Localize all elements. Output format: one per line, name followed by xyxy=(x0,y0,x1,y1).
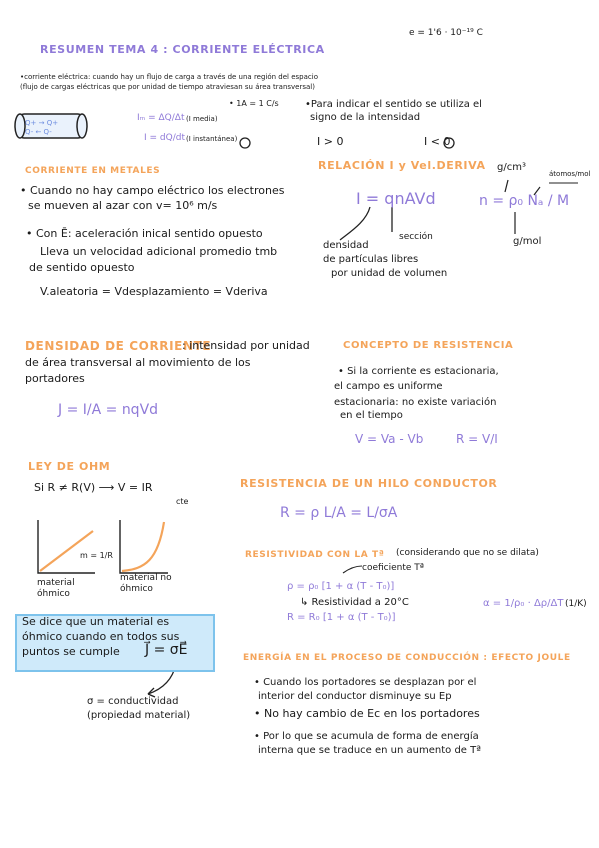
charge-constant: e = 1'6 · 10⁻¹⁹ C xyxy=(409,28,483,38)
ohm-graph1-label: material óhmico xyxy=(37,578,75,599)
page-title: RESUMEN TEMA 4 : CORRIENTE ELÉCTRICA xyxy=(40,43,325,56)
box-line-3: puntos se cumple xyxy=(22,645,120,658)
heading-ohm: LEY DE OHM xyxy=(28,460,111,473)
metales-b2-line3: de sentido opuesto xyxy=(29,261,135,274)
resistencia-line-2: el campo es uniforme xyxy=(334,381,443,392)
resistividad-coef: coeficiente Tª xyxy=(362,563,425,573)
relacion-seccion: sección xyxy=(399,232,433,242)
heading-energia: ENERGÍA EN EL PROCESO DE CONDUCCIÓN : EFECTO JOULE xyxy=(243,653,571,663)
relacion-n-formula: n = ρ₀ Nₐ / M xyxy=(479,193,570,209)
resistividad-alpha: α = 1/ρ₀ · Δρ/ΔT xyxy=(483,598,564,609)
resistividad-formula-r: R = R₀ [1 + α (T - T₀)] xyxy=(287,612,396,623)
densidad-line-1: : intensidad por unidad xyxy=(182,339,310,352)
metales-velocity-eq: V.aleatoria = Vdesplazamiento = Vderiva xyxy=(40,285,268,298)
metales-b1-line1: • Cuando no hay campo eléctrico los electrones xyxy=(20,184,285,197)
energia-line-2: interior del conductor disminuye su Ep xyxy=(258,691,452,702)
densidad-line-3: portadores xyxy=(25,372,85,385)
positive-sign-circle xyxy=(240,138,250,148)
ohmic-graph xyxy=(38,520,95,573)
densidad-line-2: de área transversal al movimiento de los xyxy=(25,356,251,369)
relacion-densidad-1: densidad xyxy=(323,240,369,251)
intro-line-2: (flujo de cargas eléctricas que por unidad de tiempo atraviesan su área transversal) xyxy=(20,83,315,91)
sigma-line-2: (propiedad material) xyxy=(87,710,191,721)
relacion-atomos: átomos/mol xyxy=(549,170,591,178)
ohm-formula: Si R ≠ R(V) ⟶ V = IR xyxy=(34,481,153,494)
heading-resistividad: RESISTIVIDAD CON LA Tª xyxy=(245,550,385,560)
energia-line-3: • No hay cambio de Ec en los portadores xyxy=(254,707,480,720)
formula-inst-current: I = dQ/dt xyxy=(144,133,185,143)
wire-label-negative: Q- ← Q- xyxy=(25,128,52,136)
box-line-1: Se dice que un material es xyxy=(22,615,170,628)
resistividad-units: (1/K) xyxy=(565,599,587,609)
ohm-cte: cte xyxy=(176,497,189,506)
formula-mean-note: (I media) xyxy=(186,115,218,123)
energia-line-4: • Por lo que se acumula de forma de energía xyxy=(254,731,479,742)
relacion-densidad-2: de partículas libres xyxy=(323,254,419,265)
box-formula: J⃗ = σE⃗ xyxy=(145,642,188,658)
heading-metales: CORRIENTE EN METALES xyxy=(25,166,161,176)
sign-line-2: signo de la intensidad xyxy=(310,112,421,123)
relacion-densidad-3: por unidad de volumen xyxy=(331,268,448,279)
ohm-slope: m = 1/R xyxy=(80,551,113,560)
sign-negative: I < 0 xyxy=(424,135,451,148)
resistividad-20c: ↳ Resistividad a 20°C xyxy=(300,597,409,608)
metales-b2-line1: • Con Ē: aceleración inical sentido opuesto xyxy=(26,227,263,240)
intro-line-1: •corriente eléctrica: cuando hay un flujo de carga a través de una región del espacio xyxy=(20,73,318,81)
metales-b1-line2: se mueven al azar con v= 10⁶ m/s xyxy=(28,199,218,212)
resistencia-formula-r: R = V/I xyxy=(456,432,498,446)
arrow-densidad xyxy=(340,207,370,240)
densidad-formula: J = I/A = nqVd xyxy=(58,402,159,418)
resistencia-line-3: estacionaria: no existe variación xyxy=(334,397,497,408)
resistividad-formula-rho: ρ = ρ₀ [1 + α (T - T₀)] xyxy=(287,581,395,592)
energia-line-5: interna que se traduce en un aumento de Tª xyxy=(258,745,481,756)
formula-mean-current: Iₘ = ΔQ/Δt xyxy=(137,113,185,123)
ampere-definition: • 1A = 1 C/s xyxy=(229,99,279,108)
heading-relacion: RELACIÓN I y Vel.DERIVA xyxy=(318,159,486,172)
sigma-line-1: σ = conductividad xyxy=(87,696,179,707)
resistividad-note: (considerando que no se dilata) xyxy=(396,548,539,558)
energia-line-1: • Cuando los portadores se desplazan por el xyxy=(254,677,477,688)
metales-b2-line2: Lleva un velocidad adicional promedio tmb xyxy=(40,245,278,258)
ohm-graph2-label: material no óhmico xyxy=(120,573,172,594)
non-ohmic-graph xyxy=(120,520,168,573)
relacion-gmol: g/mol xyxy=(513,236,542,247)
wire-label-positive: Q+ → Q+ xyxy=(25,119,59,127)
formula-inst-note: (I instantánea) xyxy=(186,135,238,143)
box-line-2: óhmico cuando en todos sus xyxy=(22,630,180,643)
heading-densidad: DENSIDAD DE CORRIENTE xyxy=(25,339,212,353)
heading-hilo: RESISTENCIA DE UN HILO CONDUCTOR xyxy=(240,477,498,490)
relacion-formula: I = qnAVd xyxy=(356,189,436,208)
resistencia-formula-v: V = Va - Vb xyxy=(355,432,424,446)
hilo-formula: R = ρ L/A = L/σA xyxy=(280,505,398,521)
heading-resistencia: CONCEPTO DE RESISTENCIA xyxy=(343,340,514,351)
resistencia-line-1: • Si la corriente es estacionaria, xyxy=(338,366,499,377)
relacion-gcm3: g/cm³ xyxy=(497,162,526,173)
sign-line-1: •Para indicar el sentido se utiliza el xyxy=(305,99,482,110)
sign-positive: I > 0 xyxy=(317,135,344,148)
resistencia-line-4: en el tiempo xyxy=(340,410,403,421)
